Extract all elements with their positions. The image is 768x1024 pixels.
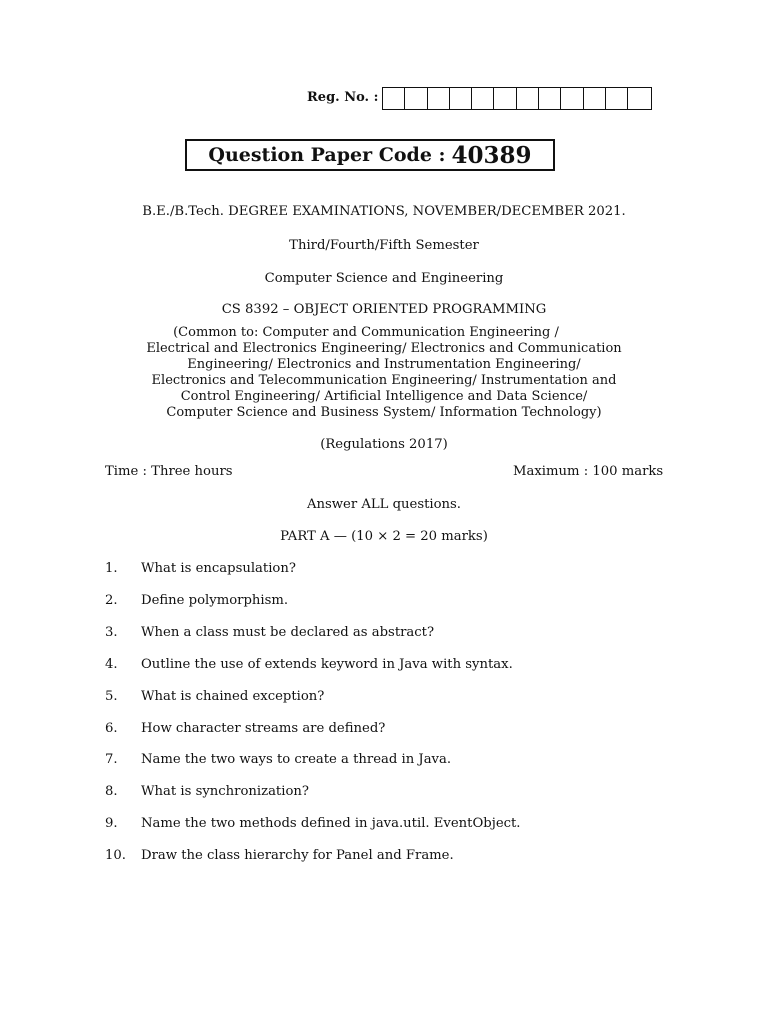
question-number: 10.: [105, 848, 126, 863]
semester: Third/Fourth/Fifth Semester: [289, 238, 479, 253]
reg-no-box[interactable]: [584, 88, 606, 109]
exam-title: B.E./B.Tech. DEGREE EXAMINATIONS, NOVEMBER/DECEMBER 2021.: [142, 204, 626, 219]
reg-no-box[interactable]: [450, 88, 472, 109]
reg-no-box[interactable]: [539, 88, 561, 109]
common-to-line: Electronics and Telecommunication Engineering/ Instrumentation and: [151, 373, 617, 388]
question-number: 7.: [105, 752, 118, 767]
reg-no-box[interactable]: [472, 88, 494, 109]
reg-no-box[interactable]: [428, 88, 450, 109]
department: Computer Science and Engineering: [264, 271, 504, 286]
reg-no-box[interactable]: [628, 88, 650, 109]
time-label: Time : Three hours: [105, 464, 233, 479]
reg-no-box[interactable]: [517, 88, 539, 109]
question-number: 2.: [105, 593, 118, 608]
question-number: 5.: [105, 689, 118, 704]
reg-no-boxes[interactable]: [382, 87, 652, 110]
question-number: 6.: [105, 721, 118, 736]
question-text: Define polymorphism.: [141, 593, 289, 608]
common-to-line: (Common to: Computer and Communication Engineering /: [173, 325, 559, 340]
question-number: 9.: [105, 816, 118, 831]
question-text: When a class must be declared as abstract?: [141, 625, 435, 640]
reg-no-box[interactable]: [561, 88, 583, 109]
question-text: Name the two ways to create a thread in Java.: [141, 752, 452, 767]
question-paper-code-label: Question Paper Code :: [208, 144, 446, 166]
part-a-heading: PART A — (10 × 2 = 20 marks): [280, 529, 488, 544]
common-to-line: Engineering/ Electronics and Instrumentation Engineering/: [187, 357, 581, 372]
reg-no-box[interactable]: [606, 88, 628, 109]
common-to-line: Electrical and Electronics Engineering/ Electronics and Communication: [146, 341, 622, 356]
question-number: 1.: [105, 561, 118, 576]
question-text: Name the two methods defined in java.util. EventObject.: [141, 816, 521, 831]
common-to-line: Computer Science and Business System/ Information Technology): [166, 405, 602, 420]
question-number: 3.: [105, 625, 118, 640]
question-text: What is synchronization?: [141, 784, 309, 799]
question-text: How character streams are defined?: [141, 721, 386, 736]
regulations: (Regulations 2017): [320, 437, 448, 452]
reg-no-box[interactable]: [494, 88, 516, 109]
question-number: 8.: [105, 784, 118, 799]
question-text: Outline the use of extends keyword in Java with syntax.: [141, 657, 513, 672]
reg-no-box[interactable]: [405, 88, 427, 109]
question-paper-code-value: 40389: [451, 141, 532, 169]
subject-title: CS 8392 – OBJECT ORIENTED PROGRAMMING: [221, 302, 547, 317]
question-text: What is chained exception?: [141, 689, 325, 704]
question-text: What is encapsulation?: [141, 561, 296, 576]
max-marks-label: Maximum : 100 marks: [513, 464, 664, 479]
question-paper-code-box: [185, 139, 555, 171]
reg-no-label: Reg. No. :: [307, 90, 379, 105]
instruction: Answer ALL questions.: [306, 497, 462, 512]
common-to-line: Control Engineering/ Artificial Intelligence and Data Science/: [180, 389, 588, 404]
question-number: 4.: [105, 657, 118, 672]
question-text: Draw the class hierarchy for Panel and Frame.: [141, 848, 454, 863]
reg-no-box[interactable]: [383, 88, 405, 109]
